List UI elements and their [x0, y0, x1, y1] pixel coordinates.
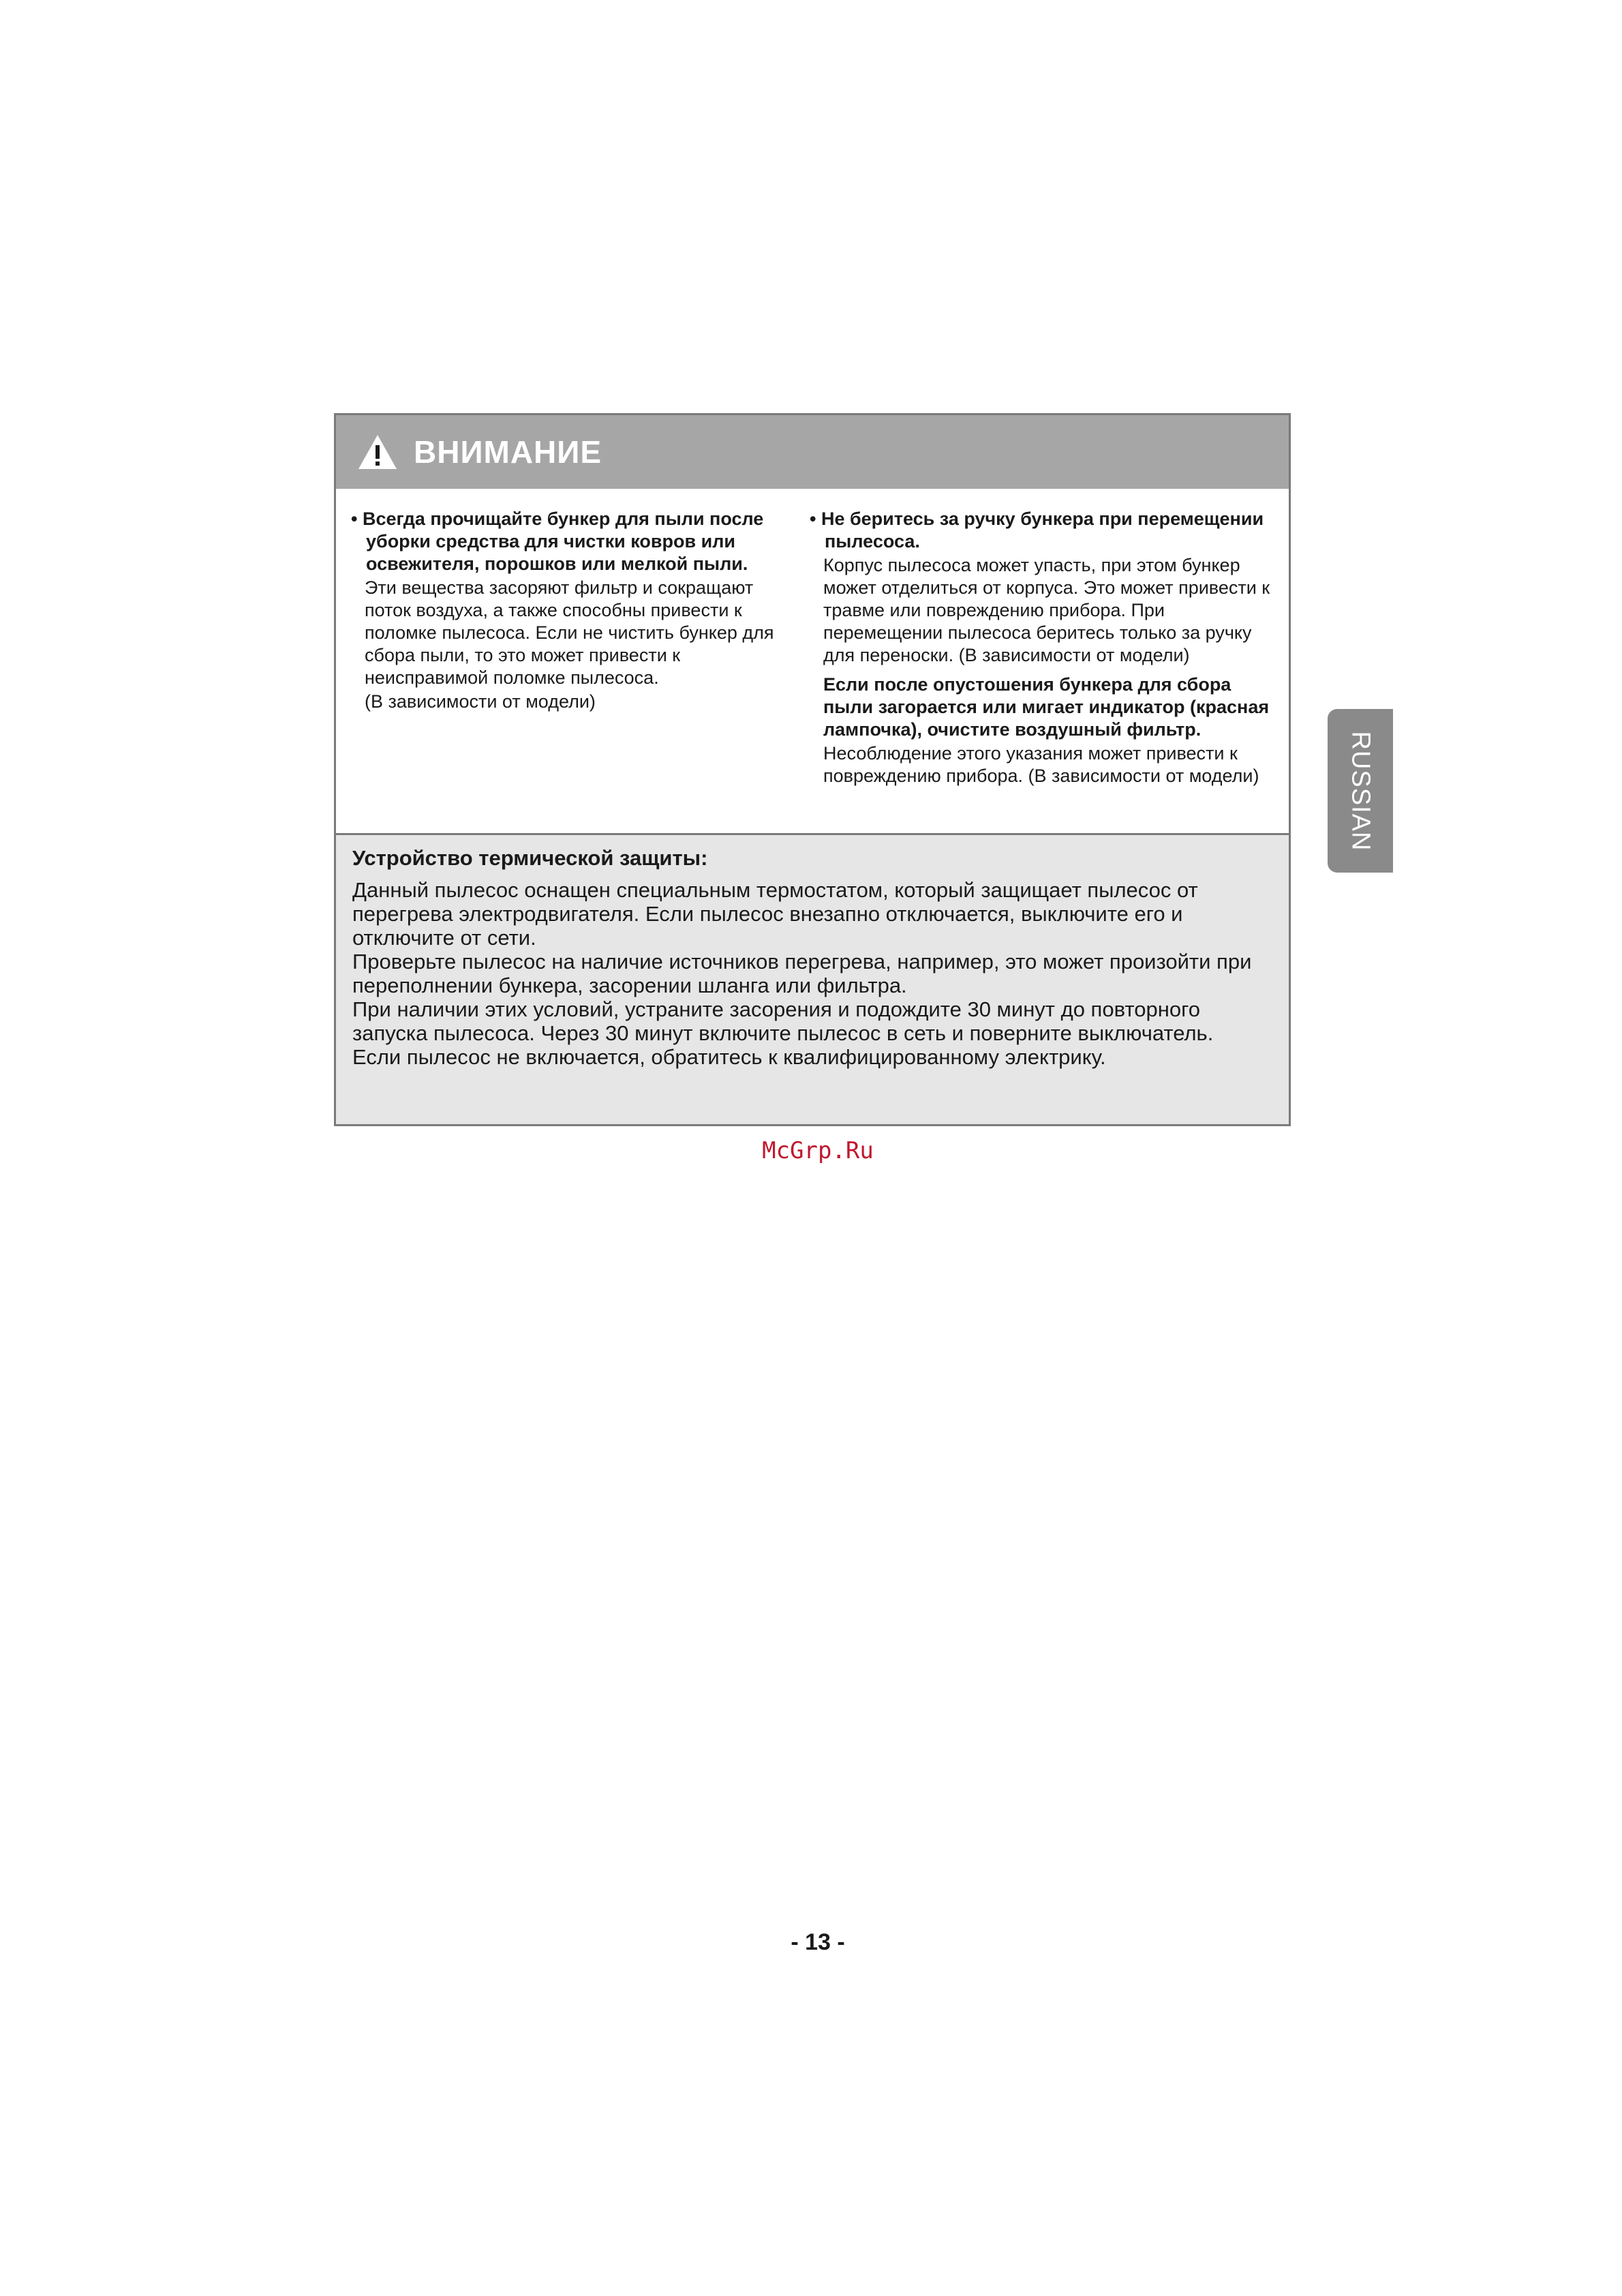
warning-left-column	[351, 508, 787, 713]
page-number: - 13 -	[791, 1929, 845, 1955]
thermal-protection-section	[336, 833, 1289, 1124]
thermal-paragraph: Данный пылесос оснащен специальным термостатом, который защищает пылесос от перегрева электродвигателя. Если пылесос внезапно отключается, выключите его и отключите от сети.	[352, 878, 1198, 950]
thermal-title: Устройство термической защиты:	[352, 846, 708, 870]
left-bullet-heading: • Всегда прочищайте бункер для пыли после уборки средства для чистки ковров или освежителя, порошков или мелкой пыли.	[351, 509, 764, 574]
right-subbody: Несоблюдение этого указания может привести к повреждению прибора. (В зависимости от модели)	[823, 743, 1259, 786]
thermal-paragraph: Если пылесос не включается, обратитесь к квалифицированному электрику.	[352, 1045, 1106, 1069]
language-tab-label: RUSSIAN	[1346, 731, 1375, 851]
warning-triangle-icon	[356, 433, 399, 471]
warning-header	[336, 415, 1289, 489]
left-bullet-note: (В зависимости от модели)	[365, 691, 596, 712]
language-side-tab	[1328, 709, 1393, 873]
right-bullet-body: Корпус пылесоса может упасть, при этом бункер может отделиться от корпуса. Это может привести к травме или повреждению прибора. При перемещении пылесоса беритесь только за ручку для переноски. (В зависимости от модели)	[823, 555, 1270, 665]
warning-right-column	[810, 508, 1280, 787]
thermal-paragraph: Проверьте пылесос на наличие источников перегрева, например, это может произойти при переполнении бункера, засорении шланга или фильтра.	[352, 950, 1252, 997]
warning-title: ВНИМАНИЕ	[414, 434, 602, 470]
right-bullet-heading: • Не беритесь за ручку бункера при перемещении пылесоса.	[810, 509, 1264, 552]
warning-box	[334, 413, 1291, 1126]
left-bullet-body: Эти вещества засоряют фильтр и сокращают поток воздуха, а также способны привести к поломке пылесоса. Если не чистить бункер для сбора пыли, то это может привести к неисправимой поломке пылесоса.	[365, 577, 774, 688]
watermark: McGrp.Ru	[762, 1137, 874, 1164]
right-subheading: Если после опустошения бункера для сбора пыли загорается или мигает индикатор (красная лампочка), очистите воздушный фильтр.	[823, 674, 1270, 740]
thermal-paragraph: При наличии этих условий, устраните засорения и подождите 30 минут до повторного запуска пылесоса. Через 30 минут включите пылесос в сеть и поверните выключатель.	[352, 997, 1214, 1045]
warning-columns	[336, 489, 1289, 833]
